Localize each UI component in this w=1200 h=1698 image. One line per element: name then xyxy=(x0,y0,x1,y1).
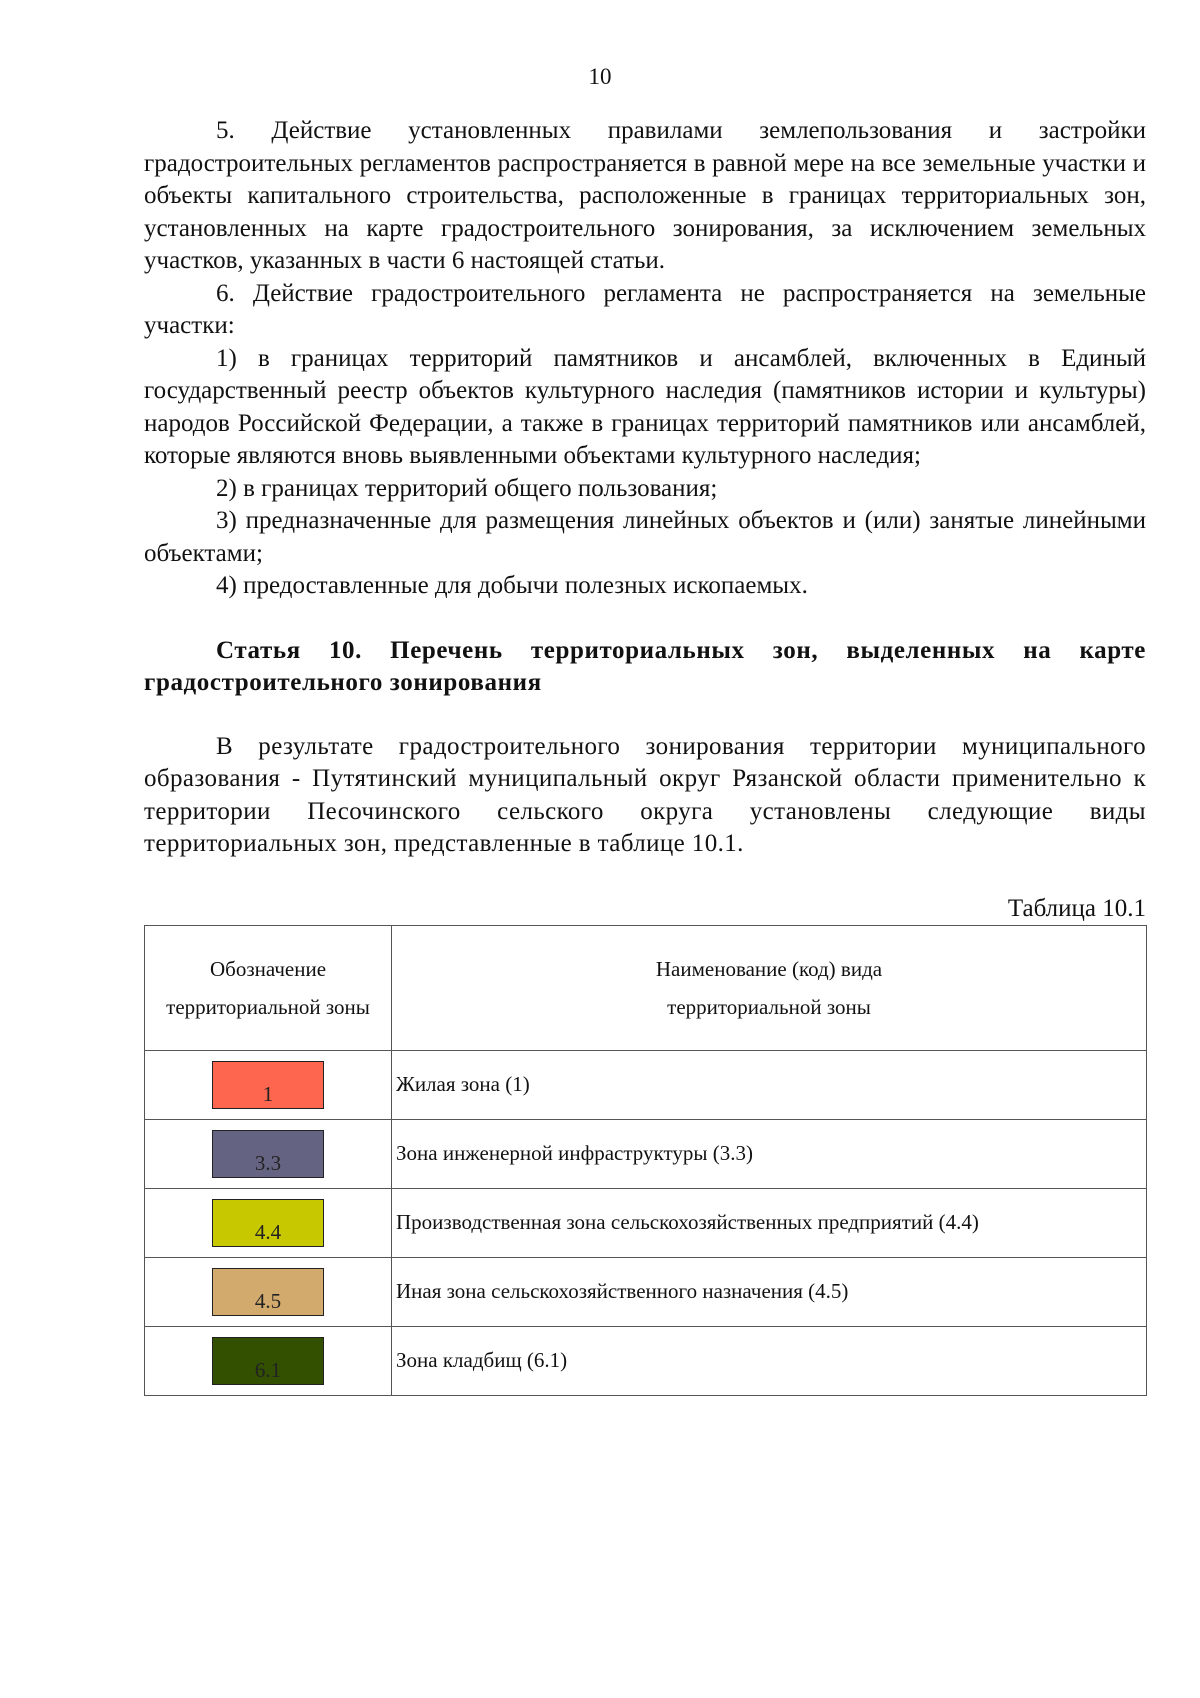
zone-code-cell xyxy=(145,1188,392,1257)
zone-code-cell xyxy=(145,1119,392,1188)
intro-paragraph: В результате градостроительного зонирования территории муниципального образования - Путятинский муниципальный округ Рязанской области применительно к территории Песочинского сельского округа установлены следующие виды территориальных зон, представленные в таблице 10.1. xyxy=(144,732,1146,857)
zone-name-cell: Жилая зона (1) xyxy=(392,1050,1147,1119)
article-heading: Статья 10. Перечень территориальных зон, выделенных на карте градостроительного зонирования xyxy=(144,636,1146,696)
zones-table xyxy=(144,925,1147,1396)
paragraph-6: 6. Действие градостроительного регламента не распространяется на земельные участки: xyxy=(144,279,1146,339)
zone-code-cell xyxy=(145,1257,392,1326)
table-row xyxy=(145,1326,1147,1395)
zone-color-swatch: 3.3 xyxy=(212,1130,324,1178)
table-row xyxy=(145,1257,1147,1326)
zone-name-cell: Иная зона сельскохозяйственного назначения (4.5) xyxy=(392,1257,1147,1326)
zone-code-cell xyxy=(145,1050,392,1119)
zone-color-swatch: 1 xyxy=(212,1061,324,1109)
list-item-6-3: 3) предназначенные для размещения линейных объектов и (или) занятые линейными объектами; xyxy=(144,507,1146,567)
page-number: 10 xyxy=(588,64,612,89)
list-item-6-4: 4) предоставленные для добычи полезных ископаемых. xyxy=(216,572,808,599)
header-zone-code: Обозначение территориальной зоны xyxy=(145,925,392,1050)
zone-code-cell xyxy=(145,1326,392,1395)
list-item-6-1: 1) в границах территорий памятников и ансамблей, включенных в Единый государственный реестр объектов культурного наследия (памятников истории и культуры) народов Российской Федерации, а также в границах территорий памятников или ансамблей, которые являются вновь выявленными объектами культурного наследия; xyxy=(144,344,1146,469)
zone-name-cell: Зона кладбищ (6.1) xyxy=(392,1326,1147,1395)
zone-color-swatch: 4.5 xyxy=(212,1268,324,1316)
header-zone-name-text: Наименование (код) вида территориальной зоны xyxy=(655,956,883,1019)
document-body xyxy=(144,115,1146,1396)
table-row xyxy=(145,1119,1147,1188)
table-caption: Таблица 10.1 xyxy=(1007,894,1146,922)
zone-color-swatch: 6.1 xyxy=(212,1337,324,1385)
table-header-row xyxy=(145,925,1147,1050)
zone-color-swatch: 4.4 xyxy=(212,1199,324,1247)
table-row xyxy=(145,1188,1147,1257)
zone-name-cell: Зона инженерной инфраструктуры (3.3) xyxy=(392,1119,1147,1188)
table-row xyxy=(145,1050,1147,1119)
list-item-6-2: 2) в границах территорий общего пользования; xyxy=(216,474,718,502)
paragraph-5: 5. Действие установленных правилами землепользования и застройки градостроительных регламентов распространяется в равной мере на все земельные участки и объекты капитального строительства, расположенные в границах территориальных зон, установленных на карте градостроительного зонирования, за исключением земельных участков, указанных в части 6 настоящей статьи. xyxy=(144,117,1146,274)
header-zone-name xyxy=(392,925,1147,1050)
zone-name-cell: Производственная зона сельскохозяйственных предприятий (4.4) xyxy=(392,1188,1147,1257)
